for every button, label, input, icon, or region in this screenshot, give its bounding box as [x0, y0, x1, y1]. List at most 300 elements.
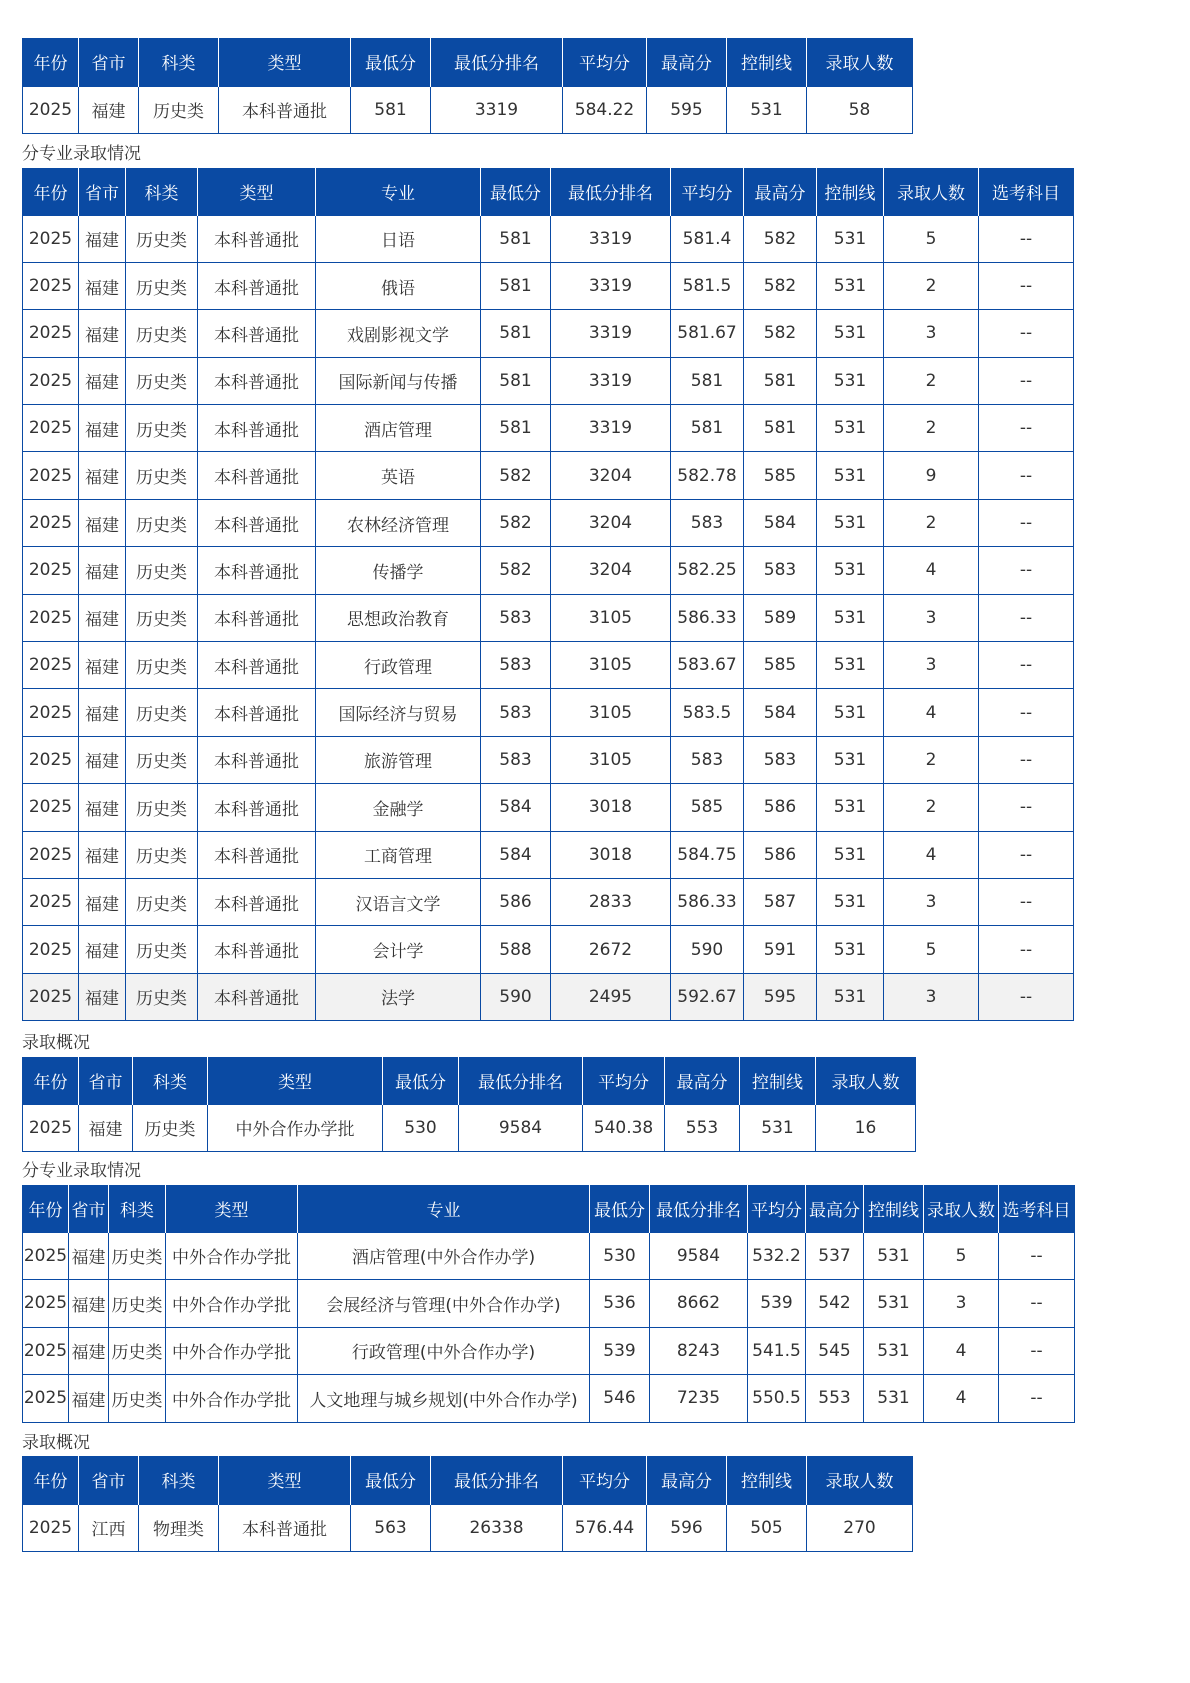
cell-batch-type: 本科普通批: [198, 262, 316, 309]
cell-max-score: 583: [744, 736, 817, 783]
major-table-block-2: [22, 1185, 1075, 1423]
cell-min-score: 581: [481, 357, 551, 404]
column-header-min-rank: 最低分排名: [459, 1057, 583, 1104]
cell-batch-type: 本科普通批: [198, 499, 316, 546]
column-header-min-rank: 最低分排名: [650, 1185, 748, 1232]
cell-admitted-count: 2: [884, 499, 979, 546]
cell-category: 历史类: [126, 736, 198, 783]
admission-summary-table: [22, 38, 913, 134]
cell-admitted-count: 3: [884, 642, 979, 689]
cell-min-rank: 3105: [551, 594, 671, 641]
cell-batch-type: 本科普通批: [198, 689, 316, 736]
cell-min-rank: 3319: [431, 86, 563, 133]
cell-admitted-count: 2: [884, 784, 979, 831]
cell-category: 历史类: [126, 310, 198, 357]
column-header-max-score: 最高分: [744, 168, 817, 215]
summary-table-block-3: [22, 1456, 913, 1552]
cell-avg-score: 585: [671, 784, 744, 831]
cell-avg-score: 582.25: [671, 547, 744, 594]
cell-elective-subjects: --: [979, 310, 1074, 357]
column-header-avg-score: 平均分: [563, 1456, 647, 1504]
cell-province: 福建: [79, 973, 126, 1020]
column-header-year: 年份: [23, 1185, 69, 1232]
cell-avg-score: 540.38: [583, 1104, 665, 1151]
cell-year: 2025: [23, 831, 79, 878]
table-row: [23, 1375, 1075, 1423]
cell-province: 福建: [79, 547, 126, 594]
cell-batch-type: 本科普通批: [198, 452, 316, 499]
section-caption-major-detail: 分专业录取情况: [22, 144, 141, 164]
column-header-min-score: 最低分: [481, 168, 551, 215]
cell-elective-subjects: --: [979, 878, 1074, 925]
cell-min-score: 586: [481, 878, 551, 925]
cell-province: 福建: [79, 878, 126, 925]
column-header-admitted-count: 录取人数: [884, 168, 979, 215]
cell-avg-score: 583.67: [671, 642, 744, 689]
cell-category: 历史类: [126, 499, 198, 546]
cell-batch-type: 本科普通批: [198, 973, 316, 1020]
cell-year: 2025: [23, 784, 79, 831]
major-admission-table: [22, 1185, 1075, 1423]
cell-admitted-count: 9: [884, 452, 979, 499]
cell-control-line: 531: [817, 926, 884, 973]
cell-year: 2025: [23, 1504, 79, 1551]
column-header-max-score: 最高分: [806, 1185, 864, 1232]
cell-max-score: 595: [647, 86, 727, 133]
cell-max-score: 595: [744, 973, 817, 1020]
cell-min-score: 584: [481, 831, 551, 878]
cell-admitted-count: 270: [807, 1504, 913, 1551]
cell-max-score: 584: [744, 499, 817, 546]
cell-category: 历史类: [126, 689, 198, 736]
cell-elective-subjects: --: [979, 736, 1074, 783]
cell-admitted-count: 3: [884, 310, 979, 357]
cell-category: 历史类: [126, 878, 198, 925]
cell-category: 历史类: [126, 784, 198, 831]
cell-control-line: 531: [817, 831, 884, 878]
cell-control-line: 531: [817, 405, 884, 452]
cell-control-line: 531: [740, 1104, 816, 1151]
cell-admitted-count: 5: [924, 1232, 999, 1280]
cell-province: 江西: [79, 1504, 139, 1551]
column-header-batch-type: 类型: [219, 1456, 351, 1504]
cell-min-score: 584: [481, 784, 551, 831]
cell-batch-type: 本科普通批: [198, 926, 316, 973]
cell-admitted-count: 2: [884, 357, 979, 404]
section-caption-overview: 录取概况: [22, 1033, 90, 1053]
table-row: [23, 926, 1074, 973]
table-row: [23, 499, 1074, 546]
section-caption-overview: 录取概况: [22, 1433, 90, 1453]
cell-min-rank: 8243: [650, 1327, 748, 1375]
cell-min-score: 583: [481, 689, 551, 736]
cell-max-score: 582: [744, 215, 817, 262]
column-header-admitted-count: 录取人数: [924, 1185, 999, 1232]
cell-elective-subjects: --: [979, 926, 1074, 973]
cell-batch-type: 中外合作办学批: [166, 1327, 298, 1375]
cell-elective-subjects: --: [979, 973, 1074, 1020]
cell-max-score: 596: [647, 1504, 727, 1551]
cell-province: 福建: [79, 784, 126, 831]
cell-admitted-count: 4: [884, 547, 979, 594]
cell-control-line: 531: [817, 357, 884, 404]
column-header-admitted-count: 录取人数: [807, 38, 913, 86]
summary-table-block-2: [22, 1057, 916, 1152]
cell-category: 历史类: [126, 405, 198, 452]
cell-avg-score: 582.78: [671, 452, 744, 499]
cell-admitted-count: 2: [884, 736, 979, 783]
cell-major: 工商管理: [316, 831, 481, 878]
column-header-admitted-count: 录取人数: [816, 1057, 916, 1104]
cell-min-score: 581: [481, 405, 551, 452]
cell-avg-score: 583: [671, 499, 744, 546]
cell-min-rank: 9584: [459, 1104, 583, 1151]
cell-year: 2025: [23, 878, 79, 925]
cell-province: 福建: [79, 1104, 133, 1151]
cell-min-rank: 3204: [551, 547, 671, 594]
cell-elective-subjects: --: [999, 1327, 1075, 1375]
cell-province: 福建: [79, 262, 126, 309]
cell-min-rank: 3319: [551, 215, 671, 262]
cell-year: 2025: [23, 1327, 69, 1375]
table-row: [23, 784, 1074, 831]
cell-max-score: 583: [744, 547, 817, 594]
column-header-min-score: 最低分: [383, 1057, 459, 1104]
cell-major: 国际新闻与传播: [316, 357, 481, 404]
column-header-control-line: 控制线: [817, 168, 884, 215]
cell-major: 人文地理与城乡规划(中外合作办学): [298, 1375, 590, 1423]
cell-batch-type: 中外合作办学批: [166, 1232, 298, 1280]
cell-province: 福建: [79, 642, 126, 689]
cell-control-line: 531: [864, 1232, 924, 1280]
cell-major: 汉语言文学: [316, 878, 481, 925]
cell-max-score: 586: [744, 784, 817, 831]
cell-elective-subjects: --: [979, 357, 1074, 404]
column-header-year: 年份: [23, 168, 79, 215]
cell-category: 历史类: [139, 86, 219, 133]
cell-avg-score: 581: [671, 357, 744, 404]
cell-major: 会展经济与管理(中外合作办学): [298, 1280, 590, 1328]
cell-category: 历史类: [126, 594, 198, 641]
cell-min-score: 581: [481, 215, 551, 262]
summary-table-block-1: [22, 38, 913, 134]
column-header-province: 省市: [79, 1456, 139, 1504]
cell-batch-type: 本科普通批: [198, 784, 316, 831]
table-row: [23, 357, 1074, 404]
cell-major: 俄语: [316, 262, 481, 309]
column-header-province: 省市: [79, 38, 139, 86]
column-header-min-rank: 最低分排名: [551, 168, 671, 215]
cell-elective-subjects: --: [999, 1375, 1075, 1423]
cell-category: 历史类: [126, 926, 198, 973]
cell-year: 2025: [23, 499, 79, 546]
cell-province: 福建: [69, 1232, 109, 1280]
cell-batch-type: 中外合作办学批: [166, 1280, 298, 1328]
cell-province: 福建: [79, 215, 126, 262]
cell-min-rank: 26338: [431, 1504, 563, 1551]
cell-min-score: 582: [481, 547, 551, 594]
cell-batch-type: 本科普通批: [198, 642, 316, 689]
cell-batch-type: 中外合作办学批: [166, 1375, 298, 1423]
cell-min-rank: 3204: [551, 452, 671, 499]
table-header-row: [23, 1185, 1075, 1232]
cell-admitted-count: 58: [807, 86, 913, 133]
cell-year: 2025: [23, 594, 79, 641]
cell-max-score: 553: [806, 1375, 864, 1423]
cell-elective-subjects: --: [979, 262, 1074, 309]
column-header-category: 科类: [139, 1456, 219, 1504]
cell-max-score: 581: [744, 405, 817, 452]
column-header-min-score: 最低分: [590, 1185, 650, 1232]
column-header-year: 年份: [23, 1057, 79, 1104]
cell-year: 2025: [23, 642, 79, 689]
cell-province: 福建: [69, 1327, 109, 1375]
table-header-row: [23, 168, 1074, 215]
cell-control-line: 531: [817, 736, 884, 783]
cell-batch-type: 本科普通批: [198, 878, 316, 925]
cell-max-score: 584: [744, 689, 817, 736]
cell-control-line: 531: [817, 310, 884, 357]
cell-admitted-count: 4: [924, 1327, 999, 1375]
table-row: [23, 262, 1074, 309]
cell-min-rank: 3018: [551, 784, 671, 831]
cell-elective-subjects: --: [979, 784, 1074, 831]
cell-major: 国际经济与贸易: [316, 689, 481, 736]
major-table-block-1: [22, 168, 1074, 1021]
column-header-batch-type: 类型: [198, 168, 316, 215]
column-header-major: 专业: [316, 168, 481, 215]
cell-batch-type: 本科普通批: [198, 547, 316, 594]
cell-min-rank: 3204: [551, 499, 671, 546]
cell-max-score: 582: [744, 262, 817, 309]
cell-batch-type: 本科普通批: [219, 1504, 351, 1551]
column-header-elective-subjects: 选考科目: [979, 168, 1074, 215]
table-row: [23, 547, 1074, 594]
cell-avg-score: 584.22: [563, 86, 647, 133]
cell-control-line: 531: [817, 594, 884, 641]
cell-control-line: 531: [817, 784, 884, 831]
column-header-avg-score: 平均分: [671, 168, 744, 215]
cell-max-score: 537: [806, 1232, 864, 1280]
cell-avg-score: 581: [671, 405, 744, 452]
cell-province: 福建: [79, 452, 126, 499]
cell-elective-subjects: --: [979, 831, 1074, 878]
cell-min-score: 582: [481, 499, 551, 546]
cell-year: 2025: [23, 1104, 79, 1151]
cell-year: 2025: [23, 1280, 69, 1328]
cell-control-line: 531: [817, 973, 884, 1020]
cell-year: 2025: [23, 973, 79, 1020]
table-row: [23, 215, 1074, 262]
cell-min-score: 583: [481, 642, 551, 689]
cell-batch-type: 本科普通批: [198, 357, 316, 404]
cell-min-rank: 3018: [551, 831, 671, 878]
cell-year: 2025: [23, 689, 79, 736]
cell-major: 行政管理(中外合作办学): [298, 1327, 590, 1375]
cell-category: 历史类: [126, 831, 198, 878]
cell-year: 2025: [23, 86, 79, 133]
cell-avg-score: 581.5: [671, 262, 744, 309]
cell-category: 历史类: [126, 973, 198, 1020]
table-row: [23, 594, 1074, 641]
cell-category: 物理类: [139, 1504, 219, 1551]
cell-major: 日语: [316, 215, 481, 262]
cell-province: 福建: [79, 499, 126, 546]
cell-max-score: 591: [744, 926, 817, 973]
cell-major: 英语: [316, 452, 481, 499]
cell-min-score: 581: [351, 86, 431, 133]
table-row: [23, 1280, 1075, 1328]
column-header-province: 省市: [69, 1185, 109, 1232]
cell-province: 福建: [79, 357, 126, 404]
column-header-min-rank: 最低分排名: [431, 1456, 563, 1504]
cell-admitted-count: 2: [884, 405, 979, 452]
cell-avg-score: 532.2: [748, 1232, 806, 1280]
cell-year: 2025: [23, 310, 79, 357]
table-row: [23, 452, 1074, 499]
cell-category: 历史类: [109, 1232, 166, 1280]
cell-admitted-count: 4: [884, 689, 979, 736]
column-header-elective-subjects: 选考科目: [999, 1185, 1075, 1232]
cell-year: 2025: [23, 547, 79, 594]
cell-batch-type: 本科普通批: [198, 736, 316, 783]
column-header-year: 年份: [23, 1456, 79, 1504]
cell-category: 历史类: [109, 1280, 166, 1328]
cell-category: 历史类: [133, 1104, 208, 1151]
cell-control-line: 531: [817, 499, 884, 546]
column-header-min-score: 最低分: [351, 38, 431, 86]
column-header-max-score: 最高分: [665, 1057, 740, 1104]
cell-min-score: 583: [481, 594, 551, 641]
column-header-admitted-count: 录取人数: [807, 1456, 913, 1504]
cell-min-score: 530: [590, 1232, 650, 1280]
column-header-province: 省市: [79, 1057, 133, 1104]
cell-batch-type: 中外合作办学批: [208, 1104, 383, 1151]
column-header-category: 科类: [133, 1057, 208, 1104]
cell-province: 福建: [79, 310, 126, 357]
cell-max-score: 587: [744, 878, 817, 925]
cell-control-line: 531: [727, 86, 807, 133]
cell-min-score: 582: [481, 452, 551, 499]
cell-admitted-count: 16: [816, 1104, 916, 1151]
column-header-batch-type: 类型: [208, 1057, 383, 1104]
cell-category: 历史类: [126, 357, 198, 404]
cell-avg-score: 541.5: [748, 1327, 806, 1375]
cell-year: 2025: [23, 357, 79, 404]
cell-min-rank: 3105: [551, 689, 671, 736]
cell-province: 福建: [69, 1375, 109, 1423]
table-header-row: [23, 38, 913, 86]
cell-min-score: 581: [481, 262, 551, 309]
table-row: [23, 1232, 1075, 1280]
table-row: [23, 689, 1074, 736]
cell-control-line: 531: [817, 215, 884, 262]
cell-province: 福建: [79, 594, 126, 641]
cell-major: 思想政治教育: [316, 594, 481, 641]
cell-avg-score: 590: [671, 926, 744, 973]
cell-avg-score: 586.33: [671, 594, 744, 641]
cell-min-score: 588: [481, 926, 551, 973]
cell-year: 2025: [23, 262, 79, 309]
section-caption-major-detail: 分专业录取情况: [22, 1161, 141, 1181]
cell-min-rank: 3319: [551, 310, 671, 357]
cell-province: 福建: [79, 926, 126, 973]
cell-avg-score: 586.33: [671, 878, 744, 925]
cell-year: 2025: [23, 405, 79, 452]
cell-year: 2025: [23, 1232, 69, 1280]
cell-major: 酒店管理(中外合作办学): [298, 1232, 590, 1280]
cell-province: 福建: [79, 405, 126, 452]
cell-category: 历史类: [126, 452, 198, 499]
cell-province: 福建: [79, 86, 139, 133]
cell-category: 历史类: [126, 642, 198, 689]
column-header-control-line: 控制线: [740, 1057, 816, 1104]
table-row: [23, 973, 1074, 1020]
cell-min-score: 539: [590, 1327, 650, 1375]
cell-major: 金融学: [316, 784, 481, 831]
cell-min-score: 590: [481, 973, 551, 1020]
cell-elective-subjects: --: [979, 594, 1074, 641]
cell-admitted-count: 4: [924, 1375, 999, 1423]
cell-batch-type: 本科普通批: [198, 831, 316, 878]
cell-max-score: 553: [665, 1104, 740, 1151]
cell-control-line: 531: [864, 1375, 924, 1423]
cell-min-rank: 7235: [650, 1375, 748, 1423]
column-header-avg-score: 平均分: [563, 38, 647, 86]
cell-avg-score: 584.75: [671, 831, 744, 878]
cell-province: 福建: [69, 1280, 109, 1328]
cell-min-score: 583: [481, 736, 551, 783]
cell-avg-score: 592.67: [671, 973, 744, 1020]
cell-control-line: 531: [864, 1327, 924, 1375]
column-header-major: 专业: [298, 1185, 590, 1232]
cell-elective-subjects: --: [979, 689, 1074, 736]
cell-elective-subjects: --: [979, 547, 1074, 594]
cell-major: 农林经济管理: [316, 499, 481, 546]
cell-min-rank: 3319: [551, 262, 671, 309]
cell-min-score: 546: [590, 1375, 650, 1423]
column-header-batch-type: 类型: [166, 1185, 298, 1232]
cell-max-score: 585: [744, 452, 817, 499]
column-header-max-score: 最高分: [647, 1456, 727, 1504]
cell-min-rank: 3105: [551, 736, 671, 783]
cell-elective-subjects: --: [979, 405, 1074, 452]
cell-admitted-count: 2: [884, 262, 979, 309]
table-row: [23, 86, 913, 133]
column-header-control-line: 控制线: [864, 1185, 924, 1232]
cell-max-score: 581: [744, 357, 817, 404]
cell-avg-score: 581.67: [671, 310, 744, 357]
column-header-year: 年份: [23, 38, 79, 86]
table-row: [23, 1504, 913, 1551]
cell-batch-type: 本科普通批: [219, 86, 351, 133]
cell-max-score: 582: [744, 310, 817, 357]
cell-major: 旅游管理: [316, 736, 481, 783]
column-header-batch-type: 类型: [219, 38, 351, 86]
cell-province: 福建: [79, 689, 126, 736]
cell-min-rank: 2833: [551, 878, 671, 925]
cell-admitted-count: 3: [924, 1280, 999, 1328]
cell-min-score: 563: [351, 1504, 431, 1551]
cell-avg-score: 581.4: [671, 215, 744, 262]
cell-max-score: 589: [744, 594, 817, 641]
column-header-max-score: 最高分: [647, 38, 727, 86]
cell-min-rank: 2672: [551, 926, 671, 973]
cell-min-score: 530: [383, 1104, 459, 1151]
cell-elective-subjects: --: [979, 642, 1074, 689]
cell-category: 历史类: [109, 1375, 166, 1423]
table-row: [23, 878, 1074, 925]
